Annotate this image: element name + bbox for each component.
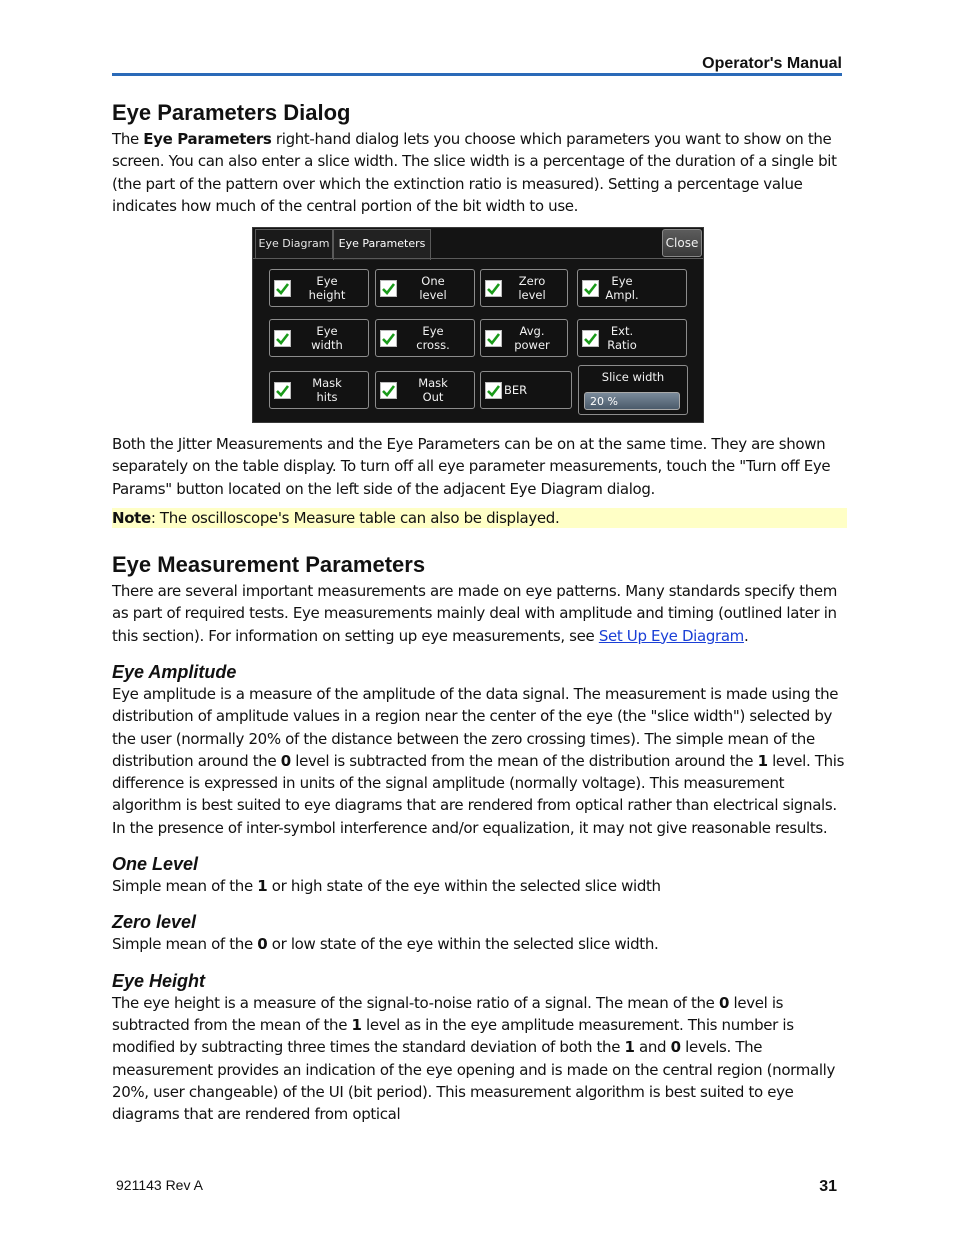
- checkbox-checked-icon: [485, 382, 502, 399]
- text-run: right-hand dialog lets you choose which parameters you want to show on the screen. You can also enter a slice width. The slice width is a percentage of the duration of a single bit (the part of the pattern over which the extinction ratio is measured). Setting a percentage value indicates how much of the central portion of the bit width to use.: [112, 130, 837, 215]
- eye-amplitude-toggle[interactable]: [577, 269, 687, 307]
- text-run: The: [112, 130, 144, 148]
- param-label: Mask Out: [418, 376, 448, 405]
- page-content: [112, 100, 847, 1125]
- eye-height-paragraph: The eye height is a measure of the signal-to-noise ratio of a signal. The mean of the 0 level is subtracted from the mean of the 1 level as in the eye amplitude measurement. This number is modified by subtracting three times the standard deviation of both the 1 and 0 levels. The measurement provides an indication of the eye opening and is made on the central region (normally 20%, user changeable) of the UI (bit period). This measurement algorithm is best suited to eye diagrams that are rendered from optical: [112, 993, 835, 1124]
- section-heading-eye-measurement-parameters: Eye Measurement Parameters: [112, 552, 426, 578]
- note-label: Note: [112, 509, 151, 528]
- checkbox-checked-icon: [380, 280, 397, 297]
- slice-width-control: [578, 365, 688, 415]
- jitter-params-paragraph: Both the Jitter Measurements and the Eye Parameters can be on at the same time. They are shown separately on the table display. To turn off all eye parameter measurements, touch the "Turn off Eye Params" button located on the left side of the adjacent Eye Diagram dialog.: [112, 435, 831, 498]
- checkbox-checked-icon: [485, 280, 502, 297]
- slice-width-input[interactable]: 20 %: [584, 392, 680, 410]
- eye-crossing-toggle[interactable]: [375, 319, 475, 357]
- param-label: Zero level: [518, 274, 546, 303]
- mask-out-toggle[interactable]: [375, 371, 475, 409]
- param-label: Eye height: [308, 274, 346, 303]
- close-button[interactable]: Close: [662, 229, 702, 257]
- bold-term: Eye Parameters: [143, 130, 272, 148]
- note-callout: [112, 508, 847, 528]
- section-heading-eye-parameters-dialog: Eye Parameters Dialog: [112, 100, 351, 125]
- checkbox-checked-icon: [582, 280, 599, 297]
- param-label: Eye Ampl.: [605, 274, 639, 303]
- checkbox-checked-icon: [380, 330, 397, 347]
- note-text: : The oscilloscope's Measure table can also be displayed.: [150, 509, 560, 528]
- footer-page-number: 31: [819, 1178, 837, 1195]
- subheading-eye-amplitude: Eye Amplitude: [112, 661, 237, 682]
- eye-measurement-intro: [112, 580, 847, 647]
- param-label: Mask hits: [312, 376, 342, 405]
- param-label: Eye width: [311, 324, 343, 353]
- param-label: Ext. Ratio: [607, 324, 637, 353]
- checkbox-checked-icon: [274, 382, 291, 399]
- checkbox-checked-icon: [274, 280, 291, 297]
- set-up-eye-diagram-link[interactable]: Set Up Eye Diagram: [598, 626, 744, 645]
- avg-power-toggle[interactable]: [480, 319, 568, 357]
- mask-hits-toggle[interactable]: [269, 371, 369, 409]
- text-run: There are several important measurements are made on eye patterns. Many standards specify them as part of required tests. Eye measurements mainly deal with amplitude and timing (outlined later in this section). For information on setting up eye measurements, see: [112, 582, 838, 645]
- subheading-one-level: One Level: [112, 854, 199, 875]
- eye-height-toggle[interactable]: [269, 269, 369, 307]
- param-label: One level: [419, 274, 447, 303]
- param-label: Eye cross.: [416, 324, 450, 353]
- eye-parameters-intro: [112, 128, 847, 217]
- subheading-eye-height: Eye Height: [112, 970, 206, 991]
- ber-toggle[interactable]: [480, 371, 572, 409]
- footer-document-id: 921143 Rev A: [116, 1177, 203, 1193]
- header-rule: [112, 73, 842, 76]
- checkbox-checked-icon: [274, 330, 291, 347]
- one-level-toggle[interactable]: [375, 269, 475, 307]
- checkbox-checked-icon: [485, 330, 502, 347]
- running-header-title: Operator's Manual: [702, 55, 842, 72]
- text-run: .: [743, 626, 749, 645]
- tab-eye-diagram[interactable]: Eye Diagram: [255, 229, 333, 258]
- eye-width-toggle[interactable]: [269, 319, 369, 357]
- param-label: Avg. power: [514, 324, 550, 353]
- checkbox-checked-icon: [582, 330, 599, 347]
- slice-width-label: Slice width: [601, 370, 665, 385]
- eye-parameters-dialog: [252, 227, 704, 423]
- checkbox-checked-icon: [380, 382, 397, 399]
- one-level-paragraph: Simple mean of the 1 or high state of the eye within the selected slice width: [112, 877, 661, 896]
- tab-eye-parameters[interactable]: Eye Parameters: [333, 229, 431, 260]
- zero-level-paragraph: Simple mean of the 0 or low state of the eye within the selected slice width.: [112, 935, 659, 954]
- subheading-zero-level: Zero level: [112, 912, 197, 933]
- zero-level-toggle[interactable]: [480, 269, 568, 307]
- eye-amplitude-paragraph: Eye amplitude is a measure of the amplitude of the data signal. The measurement is made using the distribution of amplitude values in a region near the center of the eye (the "slice width") selected by the user (normally 20% of the distance between the zero crossing times). The simple mean of the distribution around the 0 level is subtracted from the mean of the distribution around the 1 level. This difference is expressed in units of the signal amplitude (normally voltage). This measurement algorithm is best suited to eye diagrams that are rendered from optical rather than electrical signals. In the presence of inter-symbol interference and/or equalization, it may not give reasonable results.: [112, 684, 845, 837]
- extinction-ratio-toggle[interactable]: [577, 319, 687, 357]
- param-label: BER: [504, 383, 528, 398]
- tab-bar-divider: [253, 258, 703, 259]
